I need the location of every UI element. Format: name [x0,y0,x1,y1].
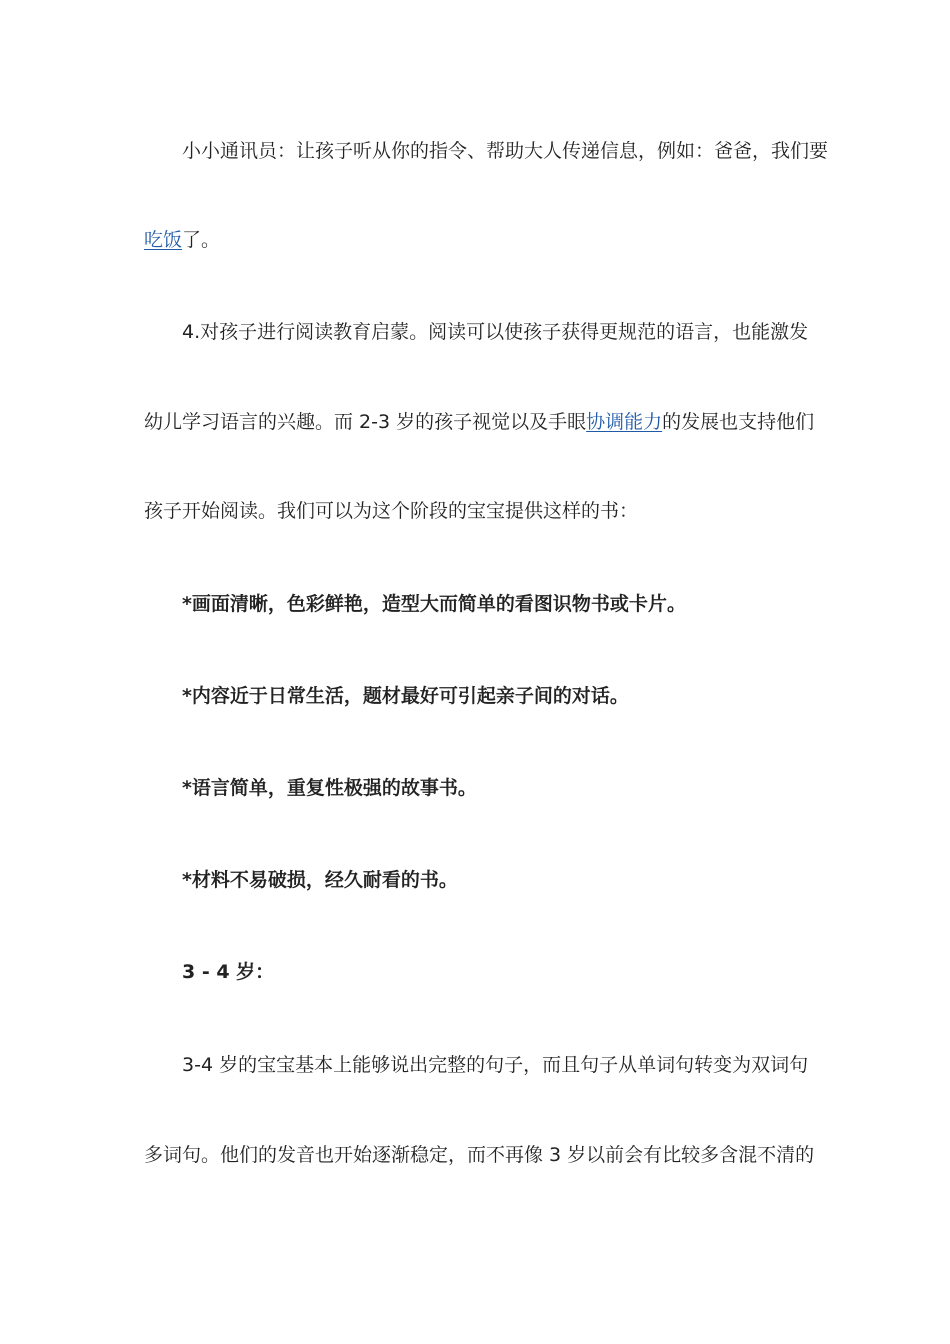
para2-line2-pre: 幼儿学习语言的兴趣。而 2-3 岁的孩子视觉以及手眼 [144,411,587,433]
para2-line1: 4.对孩子进行阅读教育启蒙。阅读可以使孩子获得更规范的语言，也能激发 [182,321,809,343]
section-heading: 3 - 4 岁： [182,961,275,983]
para2-line3: 孩子开始阅读。我们可以为这个阶段的宝宝提供这样的书： [144,500,639,522]
bullet-item: *画面清晰，色彩鲜艳，造型大而简单的看图识物书或卡片。 [182,593,686,615]
para1-line2-rest: 了。 [182,229,221,251]
bullet-item: *语言简单，重复性极强的故事书。 [182,777,477,799]
para3-line1: 3-4 岁的宝宝基本上能够说出完整的句子，而且句子从单词句转变为双词句 [182,1054,809,1076]
bullet-item: *内容近于日常生活，题材最好可引起亲子间的对话。 [182,685,629,707]
para1-line1: 小小通讯员：让孩子听从你的指令、帮助大人传递信息，例如：爸爸，我们要 [182,140,829,162]
link-coordination-ability[interactable]: 协调能力 [586,411,663,433]
para2-line2 [144,410,815,434]
bullet-item: *材料不易破损，经久耐看的书。 [182,869,458,891]
para2-line2-post: 的发展也支持他们 [662,411,815,433]
para3-line2: 多词句。他们的发音也开始逐渐稳定，而不再像 3 岁以前会有比较多含混不清的 [144,1144,815,1166]
para1-line2 [144,228,808,252]
link-eat-meal[interactable]: 吃饭 [144,229,183,251]
